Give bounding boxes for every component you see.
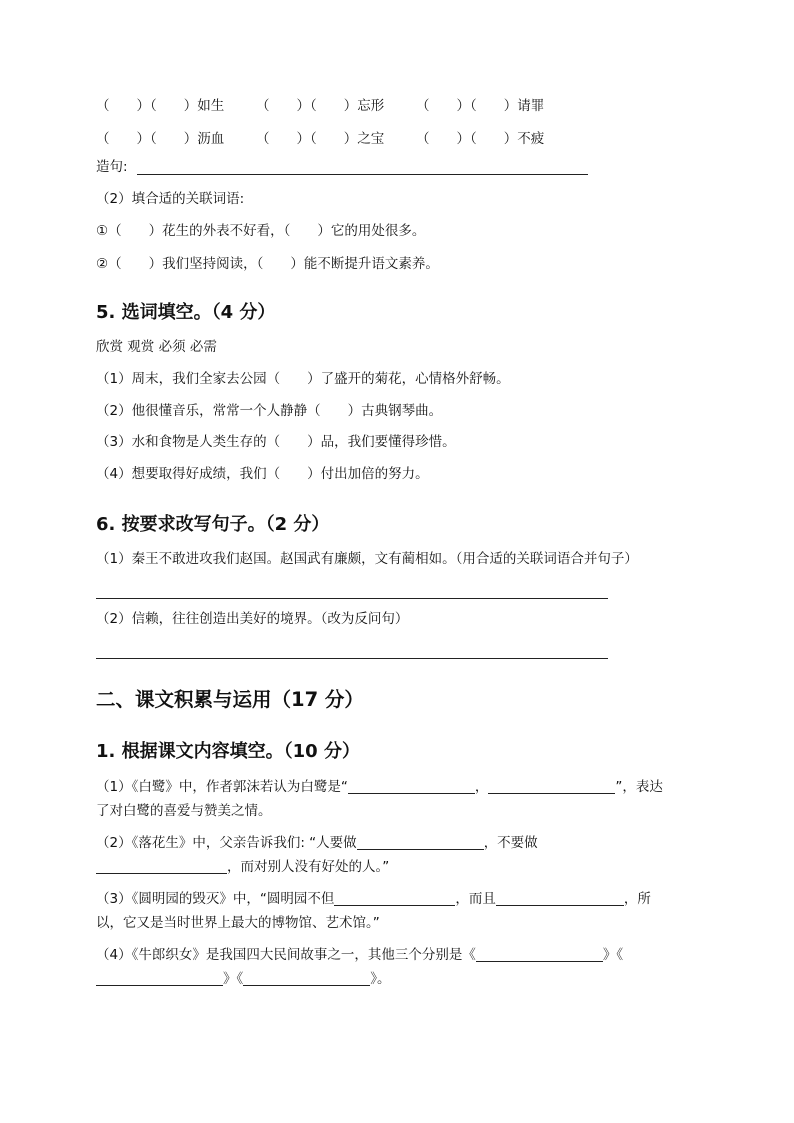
question-1-item-3: （3）《圆明园的毁灭》中，“圆明园不但 ，而且 ，所 (96, 891, 651, 907)
fill-blank[interactable] (496, 891, 624, 906)
question-5-item-3: （3）水和食物是人类生存的（ ）品，我们要懂得珍惜。 (96, 434, 456, 450)
question-1-item-1-cont: 了对白鹭的喜爱与赞美之情。 (96, 803, 272, 819)
answer-line[interactable] (96, 658, 608, 659)
question-5-item-1: （1）周末，我们全家去公园（ ）了盛开的菊花，心情格外舒畅。 (96, 371, 510, 387)
fill-blank[interactable] (334, 891, 455, 906)
idiom-blank: （ ）（ ）忘形 (256, 98, 385, 114)
fill-blank[interactable] (96, 971, 223, 986)
section-2-heading: 二、课文积累与运用（17 分） (96, 688, 364, 711)
question-4-2-item-2: ②（ ）我们坚持阅读，（ ）能不断提升语文素养。 (96, 256, 439, 272)
question-6-heading: 6. 按要求改写句子。（2 分） (96, 514, 330, 535)
question-6-item-2: （2）信赖，往往创造出美好的境界。（改为反问句） (96, 611, 409, 627)
answer-line[interactable] (96, 598, 608, 599)
fill-blank[interactable] (348, 779, 475, 794)
idiom-blank: （ ）（ ）沥血 (96, 131, 225, 147)
question-1-item-2: （2）《落花生》中，父亲告诉我们: “人要做 ，不要做 (96, 835, 538, 851)
idiom-row-1 (96, 94, 544, 114)
idiom-blank: （ ）（ ）不疲 (416, 131, 545, 147)
question-1-item-1: （1）《白鹭》中，作者郭沫若认为白鹭是“ ， ”，表达 (96, 779, 663, 795)
idiom-blank: （ ）（ ）请罪 (416, 98, 545, 114)
fill-blank[interactable] (476, 947, 603, 962)
question-5-heading: 5. 选词填空。（4 分） (96, 302, 276, 323)
question-1-heading: 1. 根据课文内容填空。（10 分） (96, 741, 360, 762)
question-4-2-title: （2）填合适的关联词语: (96, 191, 245, 207)
fill-blank[interactable] (243, 971, 370, 986)
question-4-2-item-1: ①（ ）花生的外表不好看，（ ）它的用处很多。 (96, 223, 426, 239)
idiom-blank: （ ）（ ）如生 (96, 98, 225, 114)
question-1-item-3-cont: 以，它又是当时世界上最大的博物馆、艺术馆。” (96, 915, 380, 931)
question-1-item-4: （4）《牛郎织女》是我国四大民间故事之一，其他三个分别是《 》《 (96, 947, 624, 963)
idiom-blank: （ ）（ ）之宝 (256, 131, 385, 147)
make-sentence-label: 造句: (96, 159, 128, 175)
fill-blank[interactable] (96, 859, 227, 874)
question-5-item-2: （2）他很懂音乐，常常一个人静静（ ）古典钢琴曲。 (96, 403, 443, 419)
question-5-item-4: （4）想要取得好成绩，我们（ ）付出加倍的努力。 (96, 466, 429, 482)
question-1-item-4-cont: 》《 》。 (96, 970, 391, 988)
fill-blank[interactable] (357, 835, 484, 850)
idiom-row-2 (96, 127, 544, 147)
question-1-item-2-cont: ，而对别人没有好处的人。” (96, 858, 389, 876)
fill-blank[interactable] (488, 779, 615, 794)
answer-line[interactable] (137, 174, 588, 175)
word-choices: 欣赏 观赏 必须 必需 (96, 339, 217, 355)
question-6-item-1: （1）秦王不敢进攻我们赵国。赵国武有廉颇，文有蔺相如。（用合适的关联词语合并句子） (96, 551, 638, 567)
